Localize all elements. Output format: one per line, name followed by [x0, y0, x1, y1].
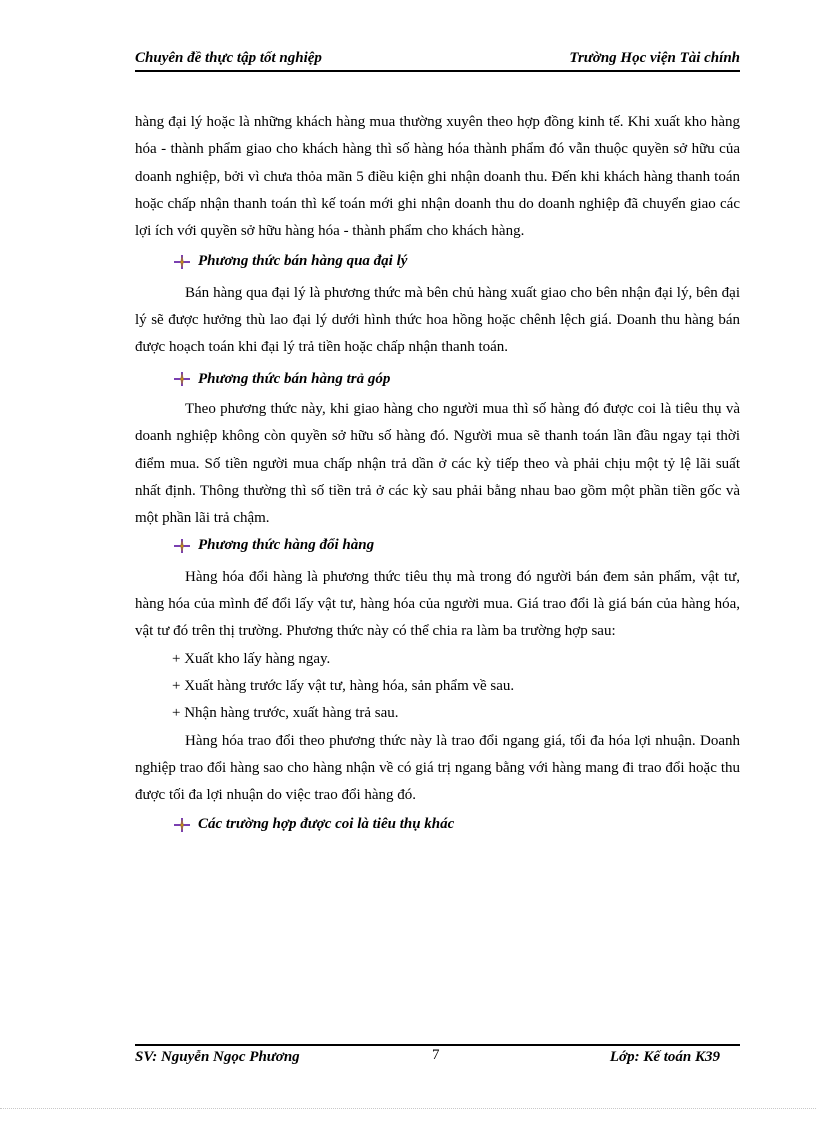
section-heading-other-cases — [135, 811, 740, 838]
footer-student-name: SV: Nguyễn Ngọc Phương — [135, 1049, 300, 1065]
bullet-icon — [172, 372, 192, 386]
paragraph-installment: Theo phương thức này, khi giao hàng cho người mua thì số hàng đó được coi là tiêu thụ và doanh nghiệp không còn quyền sở hữu số hàng đó. Người mua sẽ thanh toán lần đầu ngay tại thời điểm mua. Số tiền người mua chấp nhận trả dần ở các kỳ tiếp theo và phải chịu một tỷ lệ lãi suất nhất định. Thông thường thì số tiền trả ở các kỳ sau phải bằng nhau bao gồm một phần tiền gốc và một phần lãi trả chậm. — [135, 400, 740, 527]
header-title-right: Trường Học viện Tài chính — [569, 50, 740, 66]
page-header — [135, 48, 740, 72]
bullet-icon — [172, 539, 192, 553]
list-item: + Xuất hàng trước lấy vật tư, hàng hóa, sản phẩm về sau. — [172, 677, 515, 694]
page-bottom-divider — [0, 1108, 816, 1109]
paragraph-intro: hàng đại lý hoặc là những khách hàng mua thường xuyên theo hợp đồng kinh tế. Khi xuất kho hàng hóa - thành phẩm giao cho khách hàng thì số hàng hóa thành phẩm đó vẫn thuộc quyền sở hữu của doanh nghiệp, bởi vì chưa thỏa mãn 5 điều kiện ghi nhận doanh thu. Đến khi khách hàng thanh toán hoặc chấp nhận thanh toán thì kế toán mới ghi nhận doanh thu do doanh nghiệp đã chuyển giao các lợi ích với quyền sở hữu hàng hóa - thành phẩm cho khách hàng. — [135, 114, 740, 240]
footer-class: Lớp: Kế toán K39 — [609, 1049, 720, 1065]
page-number: 7 — [432, 1047, 440, 1063]
section-heading-barter — [135, 532, 740, 559]
section-heading-agency-sales — [135, 248, 740, 275]
section-title: Các trường hợp được coi là tiêu thụ khác — [198, 816, 455, 833]
header-title-left: Chuyên đề thực tập tốt nghiệp — [135, 50, 322, 66]
document-body — [135, 109, 740, 839]
section-title: Phương thức bán hàng trả góp — [198, 370, 391, 387]
page-footer — [135, 1044, 740, 1068]
bullet-icon — [172, 818, 192, 832]
paragraph-barter: Hàng hóa đổi hàng là phương thức tiêu thụ mà trong đó người bán đem sản phẩm, vật tư, hàng hóa của mình để đổi lấy vật tư, hàng hóa của người mua. Giá trao đổi là giá bán của hàng hóa, vật tư đó trên thị trường. Phương thức này có thể chia ra làm ba trường hợp sau: — [135, 568, 740, 640]
section-heading-installment — [135, 366, 740, 393]
list-item: + Nhận hàng trước, xuất hàng trả sau. — [172, 705, 399, 722]
bullet-icon — [172, 255, 192, 269]
list-item: + Xuất kho lấy hàng ngay. — [172, 650, 331, 667]
paragraph-agency-sales: Bán hàng qua đại lý là phương thức mà bên chủ hàng xuất giao cho bên nhận đại lý, bên đại lý sẽ được hưởng thù lao đại lý dưới hình thức hoa hồng hoặc chênh lệch giá. Doanh thu hàng bán được hoạch toán khi đại lý trả tiền hoặc chấp nhận thanh toán. — [135, 284, 740, 356]
paragraph-barter-2: Hàng hóa trao đổi theo phương thức này là trao đổi ngang giá, tối đa hóa lợi nhuận. Doanh nghiệp trao đổi hàng sao cho hàng nhận về có giá trị ngang bằng với hàng mang đi trao đổi hoặc thu được tối đa lợi nhuận do việc trao đổi hàng đó. — [135, 732, 740, 804]
section-title: Phương thức hàng đổi hàng — [198, 537, 375, 554]
section-title: Phương thức bán hàng qua đại lý — [198, 253, 408, 270]
